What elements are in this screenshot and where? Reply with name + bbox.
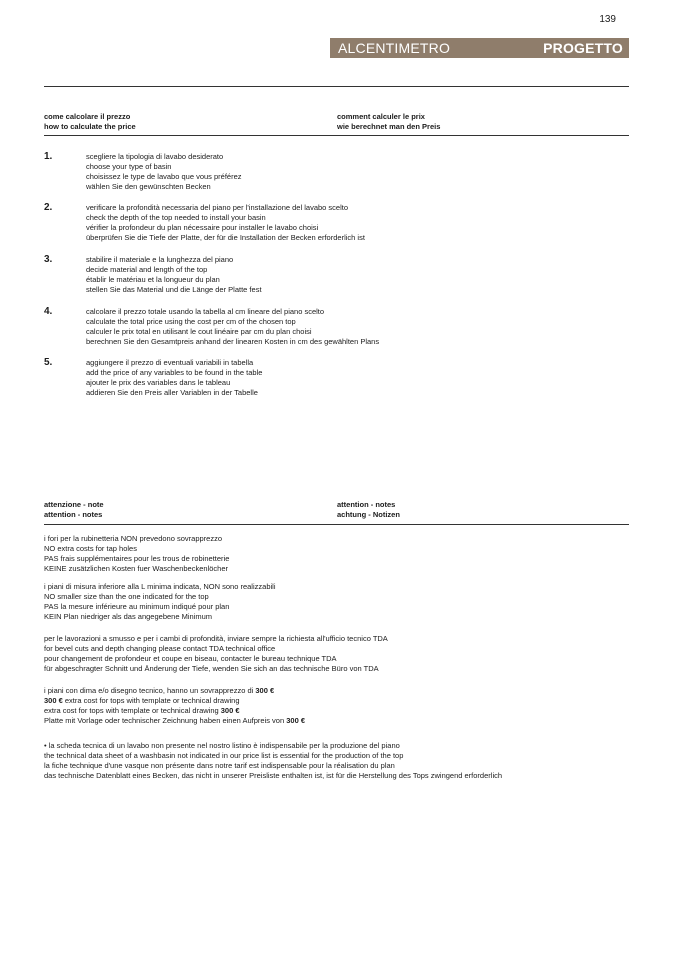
note-tap-holes	[44, 534, 229, 574]
divider	[44, 86, 629, 87]
step-line: établir le matériau et la longueur du plan	[86, 275, 220, 284]
note-line	[44, 686, 305, 696]
step-line: verificare la profondità necessaria del piano per l'installazione del lavabo scelto	[86, 203, 349, 212]
note-line: KEINE zusätzlichen Kosten fuer Waschenbeckenlöcher	[44, 564, 228, 573]
note-text: i piani con dima e/o disegno tecnico, hanno un sovrapprezzo di	[44, 686, 256, 695]
note-line: for bevel cuts and depth changing please contact TDA technical office	[44, 644, 276, 653]
step-line: vérifier la profondeur du plan nécessaire pour installer le lavabo choisi	[86, 223, 319, 232]
step-number: 3.	[44, 254, 53, 265]
note-line: la fiche technique d'une vasque non présente dans notre tarif est indispensable pour la réalisation du plan	[44, 761, 395, 770]
how-header-it: come calcolare il prezzo	[44, 112, 131, 121]
notes-header-de: achtung - Notizen	[337, 510, 400, 519]
note-text: Platte mit Vorlage oder technischer Zeichnung haben einen Aufpreis von	[44, 716, 287, 725]
step-line: ajouter le prix des variables dans le tableau	[86, 378, 231, 387]
section-banner	[330, 38, 629, 58]
step-line: add the price of any variables to be found in the table	[86, 368, 263, 377]
how-header-en: how to calculate the price	[44, 122, 136, 131]
step-line: decide material and length of the top	[86, 265, 208, 274]
step-line: calculate the total price using the cost per cm of the chosen top	[86, 317, 296, 326]
surcharge-price: 300 €	[286, 716, 306, 725]
notes-header-fr: attention - notes	[337, 500, 396, 509]
step-number: 5.	[44, 357, 53, 368]
step-line: check the depth of the top needed to install your basin	[86, 213, 266, 222]
surcharge-price: 300 €	[255, 686, 275, 695]
note-line: das technische Datenblatt eines Becken, das nicht in unserer Preisliste enthalten ist, ist für die Herstellung des Tops zwingend erforderlich	[44, 771, 503, 780]
note-text: extra cost for tops with template or technical drawing	[44, 706, 221, 715]
note-line	[44, 706, 305, 716]
how-header-de: wie berechnet man den Preis	[337, 122, 441, 131]
step-line: calcolare il prezzo totale usando la tabella al cm lineare del piano scelto	[86, 307, 325, 316]
notes-header-it: attenzione - note	[44, 500, 104, 509]
step-line: überprüfen Sie die Tiefe der Platte, der für die Installation der Becken erforderlich ist	[86, 233, 365, 242]
step-line: stabilire il materiale e la lunghezza del piano	[86, 255, 234, 264]
note-line: • la scheda tecnica di un lavabo non presente nel nostro listino è indispensabile per la produzione del piano	[44, 741, 400, 750]
note-line	[44, 696, 305, 706]
note-line: PAS frais supplémentaires pour les trous de robinetterie	[44, 554, 230, 563]
step-line: wählen Sie den gewünschten Becken	[86, 182, 211, 191]
step-number: 1.	[44, 151, 53, 162]
step-line: addieren Sie den Preis aller Variablen in der Tabelle	[86, 388, 258, 397]
note-line: i fori per la rubinetteria NON prevedono sovrapprezzo	[44, 534, 223, 543]
note-line: i piani di misura inferiore alla L minima indicata, NON sono realizzabili	[44, 582, 276, 591]
how-header-right	[337, 112, 440, 132]
note-datasheet	[44, 741, 502, 781]
note-line: KEIN Plan niedriger als das angegebene Minimum	[44, 612, 213, 621]
note-line: per le lavorazioni a smusso e per i cambi di profondità, inviare sempre la richiesta all'ufficio tecnico TDA	[44, 634, 388, 643]
step-line: calculer le prix total en utilisant le cout linéaire par cm du plan choisi	[86, 327, 312, 336]
note-line: NO extra costs for tap holes	[44, 544, 137, 553]
note-line: PAS la mesure inférieure au minimum indiqué pour plan	[44, 602, 230, 611]
step-line: scegliere la tipologia di lavabo desiderato	[86, 152, 224, 161]
note-minimum-size	[44, 582, 276, 622]
note-line	[44, 716, 305, 726]
step-line: stellen Sie das Material und die Länge der Platte fest	[86, 285, 262, 294]
how-header-fr: comment calculer le prix	[337, 112, 425, 121]
surcharge-price: 300 €	[220, 706, 240, 715]
notes-header-left	[44, 500, 104, 520]
brand-title: ALCENTIMETRO	[338, 40, 451, 56]
note-line: NO smaller size than the one indicated for the top	[44, 592, 209, 601]
divider	[44, 524, 629, 525]
note-line: für abgeschragter Schnitt und Änderung der Tiefe, wenden Sie sich an das technische Büro von TDA	[44, 664, 379, 673]
step-number: 2.	[44, 202, 53, 213]
note-template-surcharge	[44, 686, 305, 726]
section-title: PROGETTO	[543, 40, 623, 56]
note-bevel-cuts	[44, 634, 388, 674]
surcharge-price: 300 €	[44, 696, 63, 705]
step-line: choose your type of basin	[86, 162, 172, 171]
step-line: choisissez le type de lavabo que vous préférez	[86, 172, 242, 181]
notes-header-en: attention - notes	[44, 510, 103, 519]
note-text: extra cost for tops with template or technical drawing	[62, 696, 240, 705]
note-line: the technical data sheet of a washbasin not indicated in our price list is essential for the production of the top	[44, 751, 404, 760]
notes-header-right	[337, 500, 400, 520]
how-header-left	[44, 112, 136, 132]
note-line: pour changement de profondeur et coupe en biseau, contacter le bureau technique TDA	[44, 654, 337, 663]
step-number: 4.	[44, 306, 53, 317]
step-line: aggiungere il prezzo di eventuali variabili in tabella	[86, 358, 254, 367]
page-number: 139	[599, 14, 616, 25]
step-line: berechnen Sie den Gesamtpreis anhand der linearen Kosten in cm des gewählten Plans	[86, 337, 380, 346]
divider	[44, 135, 629, 136]
